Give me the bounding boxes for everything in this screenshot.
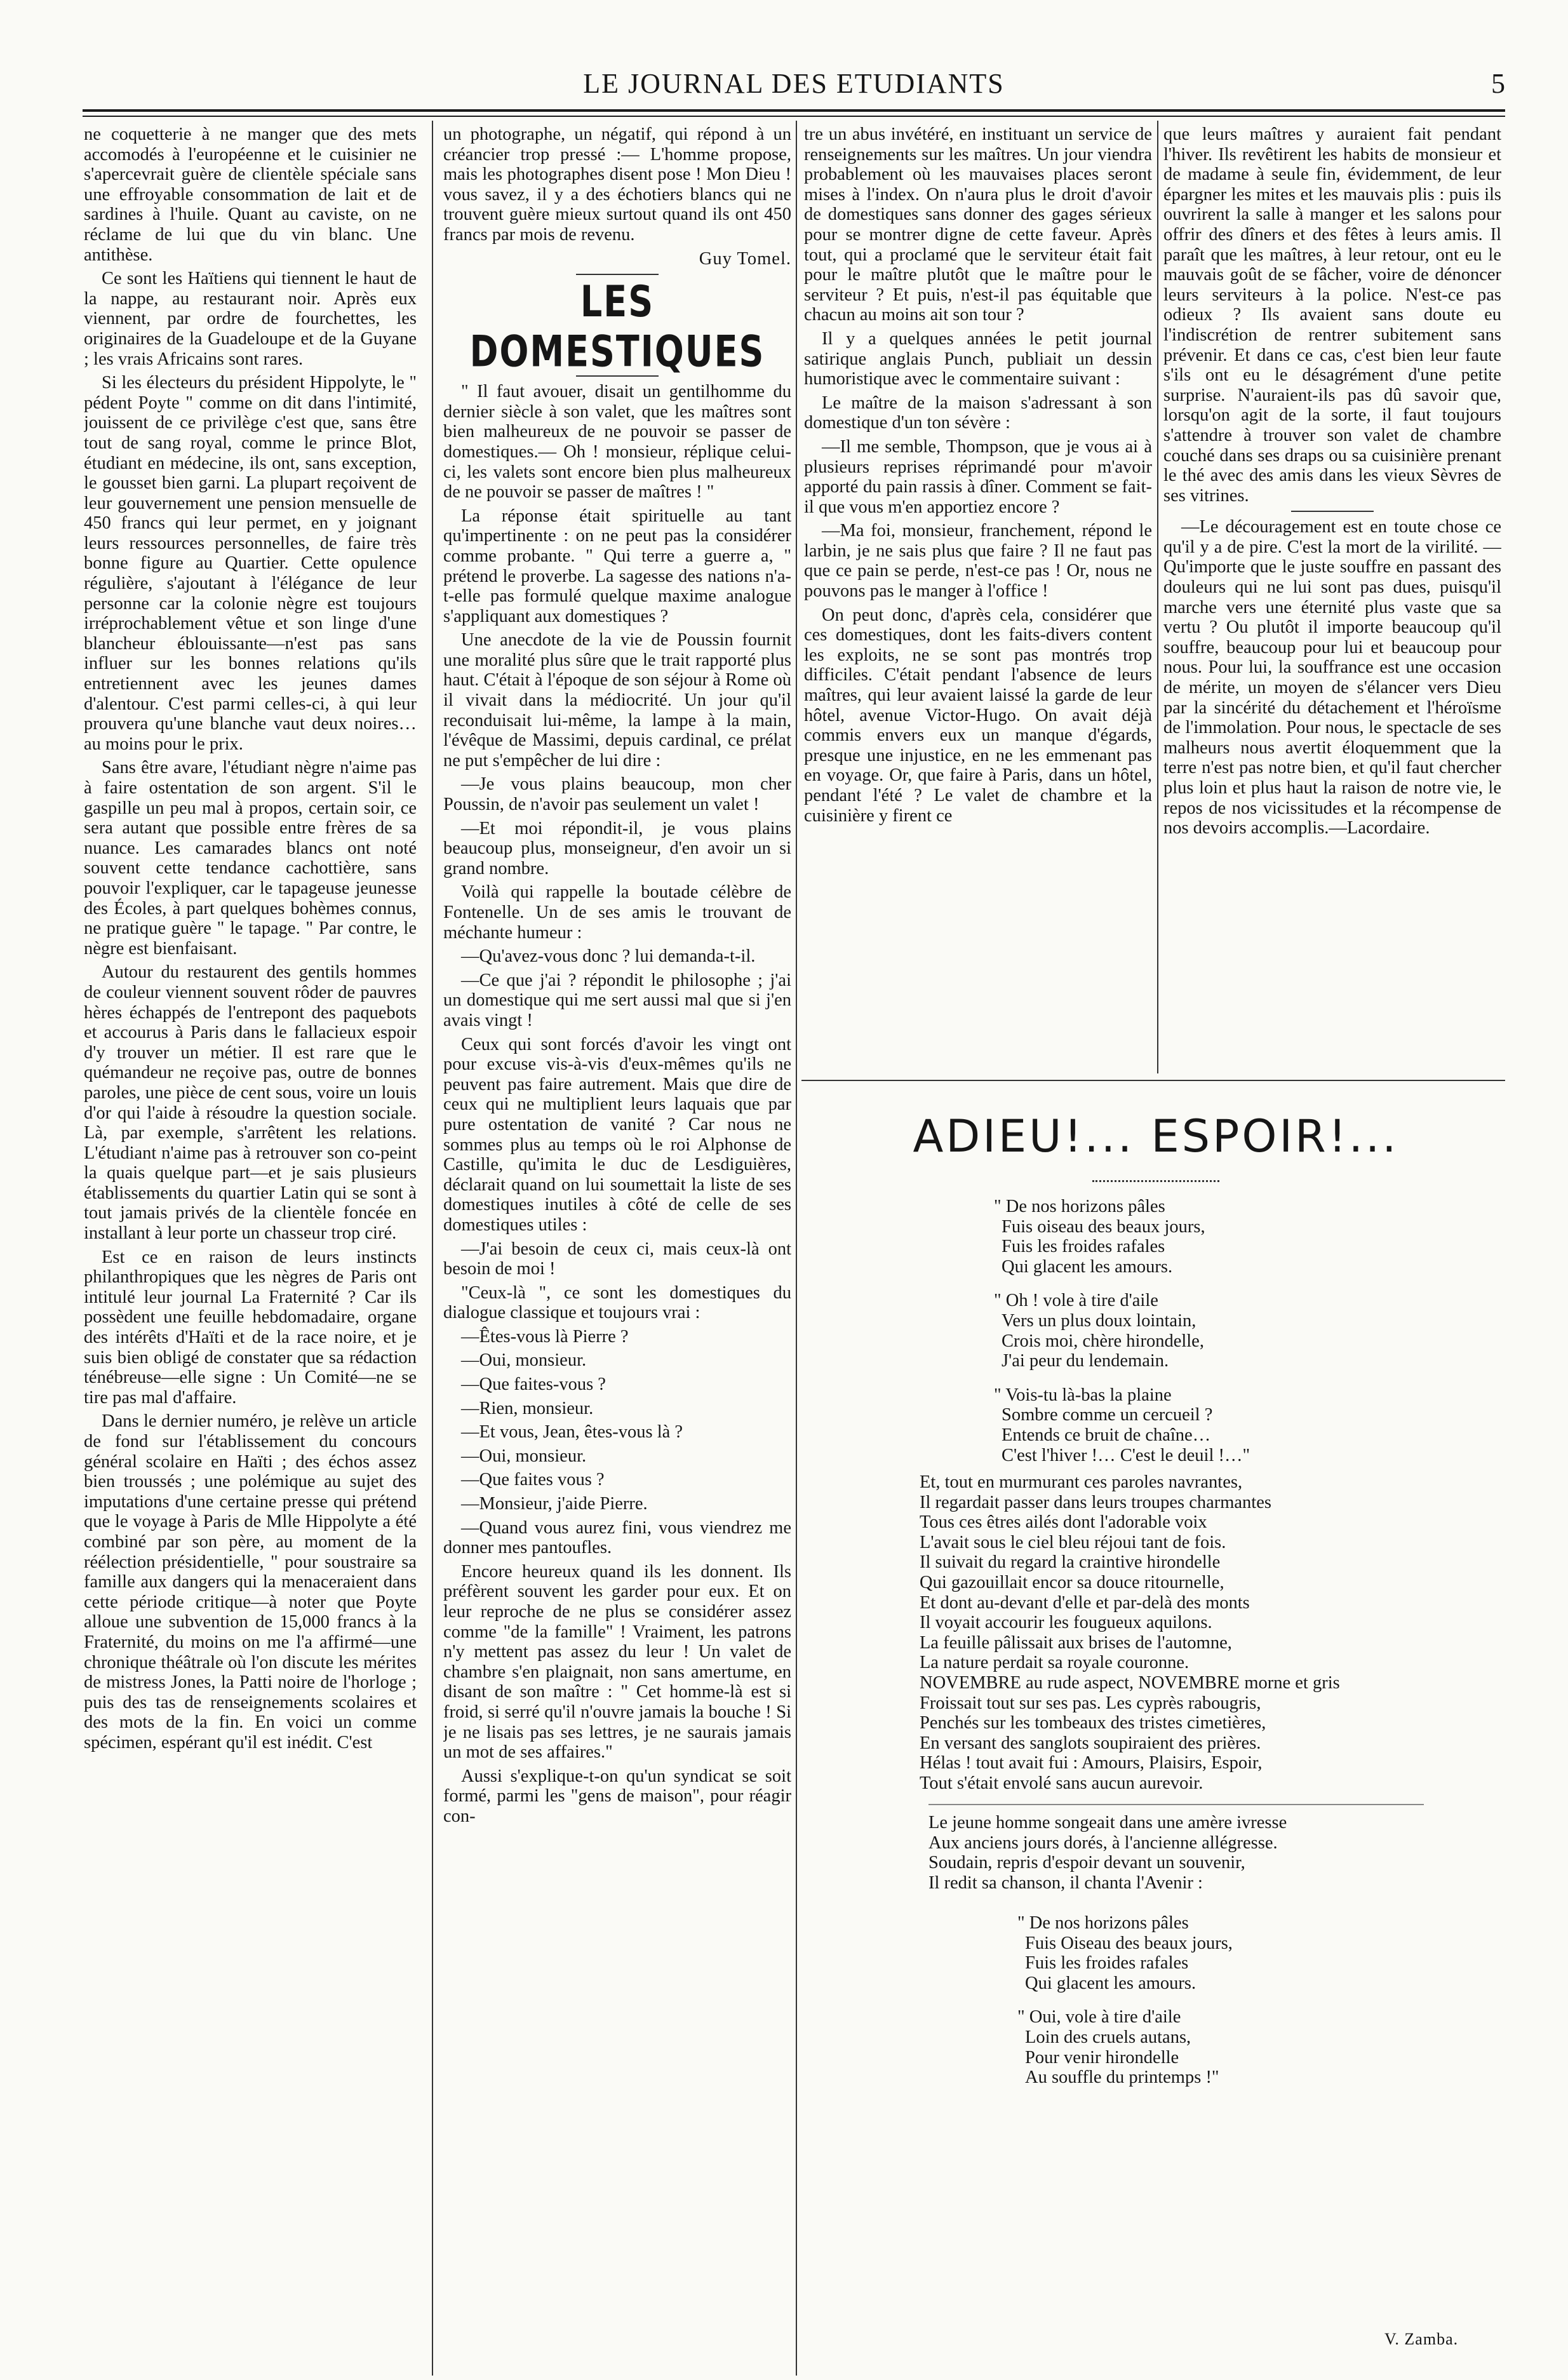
paragraph: Autour du restaurent des gentils hommes de couleur viennent souvent rôder de pauvres hères échappés de l'entrepont des paquebots et accourus à Paris dans le fallacieux espoir d'y trouver un métier. Il est rare que le quémandeur ne reçoive pas, outre de bonnes paroles, une pièce de cent sous, voire un louis d'or qui l'aide à résoudre la question sociale. Là, par exemple, s'arrêtent les relations. L'étudiant n'aime pas à retrouver son co-peint la quais quelque part—et je sais plusieurs établissements du quartier Latin qui se sont à tout jamais privés de la clientèle foncée en installant à leur porte un chasseur trop ciré. [84, 962, 417, 1244]
poem-line: Hélas ! tout avait fui : Amours, Plaisirs, Espoir, [920, 1753, 1263, 1773]
poem-line: " De nos horizons pâles [1017, 1913, 1189, 1933]
paragraph: —Monsieur, j'aide Pierre. [461, 1494, 648, 1514]
paragraph: Ceux qui sont forcés d'avoir les vingt ont pour excuse vis-à-vis d'eux-mêmes qu'ils ne peuvent pas faire autrement. Mais que dire de ceux qui ne multiplient leurs laquais que par pure ostentation de vanité ? Car nous ne sommes plus au temps où le roi Alphonse de Castille, qu'imita le duc de Lesdiguières, déclarait quand on lui soumettait la liste de ses domestiques inutiles à côté de celle de ses domestiques utiles : [443, 1034, 791, 1235]
poem-stanzas-bottom [1017, 1913, 1233, 2088]
paragraph: Voilà qui rappelle la boutade célèbre de Fontenelle. Un de ses amis le trouvant de méchante humeur : [443, 882, 791, 943]
dotted-separator [1092, 1180, 1219, 1182]
header-rule-thin [83, 116, 1505, 117]
paragraph: Si les électeurs du président Hippolyte, le " pédent Poyte " comme on dit dans l'intimité, jouissent de ce privilège c'est que, sans être tout de sang royal, comme le prince Blot, étudiant en médecine, ils ont, sans exception, le gousset bien garni. La plupart reçoivent de leur gouvernement une pension mensuelle de 450 francs qui leur permet, en y joignant leurs ressources personnelles, de faire très bonne figure au Quartier. Cette opulence régulière, s'ajoutant à l'élégance de leur personne car la colonie nègre est toujours irréprochablement vêtue et son linge d'une blancheur éblouissante—n'est pas sans influer sur les bonnes relations qu'ils entretiennent avec les jeunes dames d'alentour. C'est parmi celles-ci, à qui leur prouvera qu'une blanche vaut deux noires… au moins pour le prix. [84, 373, 417, 754]
paragraph: Dans le dernier numéro, je relève un article de fond sur l'établissement du concours général scolaire en Haïti ; des échos assez bien troussés ; une polémique au sujet des imputations d'une certaine presse qui prétend que le voyage à Paris de Mlle Hippolyte a été combiné par son père, au moment de la réélection présidentielle, " pour soustraire sa famille aux dangers qui la menaceraient dans cette période critique—à noter que Poyte alloue une subvention de 15,000 francs à la Fraternité, du moins on me l'a affirmé—une chronique théâtrale où l'on discute les mérites de mistress Jones, la Patti noire de l'horloge ; puis des tas de renseignements scolaires et des mots de la fin. En voici un comme spécimen, espérant qu'il est inédit. C'est [84, 1411, 417, 1752]
paragraph: —Oui, monsieur. [461, 1446, 587, 1466]
paragraph: —Que faites vous ? [461, 1470, 605, 1490]
header-rule-thick [83, 109, 1505, 112]
paragraph: Sans être avare, l'étudiant nègre n'aime pas à faire ostentation de son argent. S'il le gaspille un peu mal à propos, certain soir, ce sera autant que possible entre frères de sa nuance. Les camarades blancs ont noté souvent cette tendance cachottière, sans pouvoir l'expliquer, car le tapageuse jeunesse des Écoles, à part quelques bohèmes connus, ne pratique guère " le tapage. " Par contre, le nègre est bienfaisant. [84, 758, 417, 958]
poem-line: Aux anciens jours dorés, à l'ancienne allégresse. [928, 1832, 1278, 1853]
poem-line: Crois moi, chère hirondelle, [1002, 1331, 1204, 1351]
poem-line: Tous ces êtres ailés dont l'adorable voix [920, 1512, 1207, 1533]
paragraph: —Rien, monsieur. [461, 1398, 594, 1418]
paragraph: " Il faut avouer, disait un gentilhomme du dernier siècle à son valet, que les maîtres sont bien malheureux de ne pouvoir se passer de domestiques.— Oh ! monsieur, réplique celui-ci, les valets sont encore bien plus malheureux de ne pouvoir se passer de maîtres ! " [443, 382, 791, 502]
poem-line: La feuille pâlissait aux brises de l'automne, [920, 1632, 1232, 1653]
poem-line: NOVEMBRE au rude aspect, NOVEMBRE morne et gris [920, 1672, 1340, 1693]
separator-rule [576, 274, 659, 275]
poem-line: Vers un plus doux lointain, [1002, 1310, 1196, 1331]
poem-line: Et dont au-devant d'elle et par-delà des monts [920, 1592, 1250, 1613]
poem-line: Fuis oiseau des beaux jours, [1002, 1216, 1205, 1237]
poem-line: Loin des cruels autans, [1025, 2027, 1191, 2047]
poem-line: Il voyait accourir les fougueux aquilons. [920, 1613, 1212, 1633]
column-divider [1157, 121, 1158, 1073]
paragraph: —Quand vous aurez fini, vous viendrez me donner mes pantoufles. [443, 1517, 791, 1558]
domestiques-title: LES DOMESTIQUES [469, 276, 765, 377]
poem-signature: V. Zamba. [1384, 2330, 1459, 2348]
paragraph: —J'ai besoin de ceux ci, mais ceux-là ont besoin de moi ! [443, 1239, 791, 1279]
poem-line: Il regardait passer dans leurs troupes charmantes [920, 1492, 1271, 1512]
poem-line: C'est l'hiver !… C'est le deuil !…" [1002, 1445, 1250, 1465]
poem-line: J'ai peur du lendemain. [1002, 1351, 1169, 1371]
paragraph: —Je vous plains beaucoup, mon cher Poussin, de n'avoir pas seulement un valet ! [443, 774, 791, 815]
paragraph: Ce sont les Haïtiens qui tiennent le haut de la nappe, au restaurant noir. Après eux viennent, par ordre de fourchettes, les originaires de la Guadeloupe et de la Guyane ; les vrais Africains sont rares. [84, 269, 417, 369]
paragraph: —Ma foi, monsieur, franchement, répond le larbin, je ne sais plus que faire ? Il ne faut pas que ce pain se perde, n'est-ce pas ! Or, nous ne pouvons pas le manger à l'office ! [804, 521, 1152, 602]
paragraph: ne coquetterie à ne manger que des mets accomodés à l'européenne et le cuisinier ne s'apercevrait guère de clientèle spéciale sans une effroyable consommation de lait et de sardines à l'huile. Quant au caviste, on ne réclame de lui que du vin blanc. Une antithèse. [84, 124, 417, 265]
poem-narrative-1 [920, 1472, 1340, 1794]
paragraph: un photographe, un négatif, qui répond à un créancier trop pressé :— L'homme propose, mais les photographes disent pose ! Mon Dieu ! vous savez, il y a des échotiers blancs qui ne trouvent guère mieux surtout quand ils ont 450 francs par mois de revenu. [443, 124, 791, 245]
column-1 [84, 124, 417, 2378]
quote-paragraph: —Le découragement est en toute chose ce qu'il y a de pire. C'est la mort de la virilité. —Qu'importe que le juste souffre en passant des douleurs qui ne lui sont pas dues, puisqu'il marche vers une éternité plus vaste que sa vertu ? Ou plutôt il importe beaucoup qu'il souffre, beaucoup pour lui et beaucoup pour nous. Pour lui, la souffrance est une occasion de mérite, un moyen de s'élancer vers Dieu par la sincérité du détachement et l'héroïsme de l'immolation. Pour nous, le spectacle de ses malheurs nous avertit éloquemment que la terre n'est pas notre bien, et qu'il faut chercher plus loin et plus haut la raison de notre vie, le repos de nos vicissitudes et la récompense de nos devoirs accomplis.—Lacordaire. [1163, 517, 1501, 838]
paragraph: Encore heureux quand ils les donnent. Ils préfèrent souvent les garder pour eux. Et on leur reproche de ne plus se considérer assez comme "de la famille" ! Vraiment, les patrons n'y mettent pas assez du leur ! Un valet de chambre s'en plaignait, non sans amertume, en disant de son maître : " Cet homme-là est si froid, si serré qu'il n'ouvre jamais la bouche ! Si je ne lisais pas ses lettres, je ne saurais jamais un mot de ses affaires." [443, 1561, 791, 1763]
poem-line: Qui gazouillait encor sa douce ritournelle, [920, 1572, 1224, 1592]
paragraph: Est ce en raison de leurs instincts philanthropiques que les nègres de Paris ont intitulé leur journal La Fraternité ? Car ils possèdent une feuille hebdomadaire, organe des intérêts d'Haïti et de la race noire, et je suis bien obligé de constater que sa rédaction ténébreuse—elle signe : Un Comité—ne se tire pas mal d'affaire. [84, 1247, 417, 1408]
poem-line: Entends ce bruit de chaîne… [1002, 1425, 1211, 1445]
paragraph: La réponse était spirituelle au tant qu'impertinente : on ne peut pas la considérer comme probante. " Qui terre a guerre a, " prétend le proverbe. La sagesse des nations n'a-t-elle pas formulé quelque maxime analogue s'appliquant aux domestiques ? [443, 506, 791, 626]
poem-line: L'avait sous le ciel bleu réjoui tant de fois. [920, 1532, 1226, 1552]
poem-line: Il redit sa chanson, il chanta l'Avenir : [928, 1872, 1203, 1893]
poem-line: Au souffle du printemps !" [1025, 2067, 1219, 2088]
poem-line: Penchés sur les tombeaux des tristes cimetières, [920, 1713, 1266, 1733]
poem-narrative-2 [928, 1813, 1287, 1893]
paragraph: "Ceux-là ", ce sont les domestiques du dialogue classique et toujours vrai : [443, 1282, 791, 1323]
poem-line: Fuis les froides rafales [1025, 1953, 1189, 1973]
paragraph: Aussi s'explique-t-on qu'un syndicat se soit formé, parmi les "gens de maison", pour réagir con- [443, 1766, 791, 1826]
column-divider [796, 121, 797, 2376]
poem-line: " Vois-tu là-bas la plaine [994, 1385, 1172, 1405]
column-3 [804, 124, 1152, 1192]
ornamental-rule [1291, 511, 1374, 512]
paragraph: On peut donc, d'après cela, considérer que ces domestiques, dont les faits-divers content les exploits, ne se sont pas montrés trop difficiles. C'était pendant l'absence de leurs maîtres, qui leur avaient laissé la garde de leur hôtel, avenue Victor-Hugo. On avait déjà commis envers eux un manque d'égards, presque une injustice, en ne les emmenant pas en voyage. Or, que faire à Paris, dans un hôtel, pendant l'été ? Le valet de chambre et la cuisinière y firent ce [804, 605, 1152, 826]
paragraph: —Qu'avez-vous donc ? lui demanda-t-il. [461, 946, 756, 967]
poem-line: Fuis les froides rafales [1002, 1237, 1165, 1257]
poem-line: Et, tout en murmurant ces paroles navrantes, [920, 1472, 1243, 1492]
poem-line: En versant des sanglots soupiraient des prières. [920, 1733, 1261, 1753]
paragraph: Le maître de la maison s'adressant à son domestique d'un ton sévère : [804, 393, 1152, 433]
paragraph: Une anecdote de la vie de Poussin fournit une moralité plus sûre que le trait rapporté plus haut. C'était à l'époque de son séjour à Rome où il vivait dans la médiocrité. Un jour qu'il reconduisait lui-même, la lampe à la main, l'évêque de Massimi, depuis cardinal, ce prélat ne put s'empêcher de lui dire : [443, 630, 791, 770]
poem-line: Pour venir hirondelle [1025, 2047, 1179, 2067]
poem-line: Le jeune homme songeait dans une amère ivresse [928, 1813, 1287, 1832]
author-signature: Guy Tomel. [699, 248, 791, 269]
poem-line: " Oh ! vole à tire d'aile [994, 1291, 1158, 1311]
poem-line: Sombre comme un cercueil ? [1002, 1405, 1213, 1425]
paragraph: —Êtes-vous là Pierre ? [461, 1326, 629, 1347]
poem-line: Tout s'était envolé sans aucun aurevoir. [920, 1773, 1203, 1793]
poem-line: " De nos horizons pâles [994, 1197, 1165, 1216]
poem-separator [928, 1804, 1424, 1805]
poem-line: Froissait tout sur ses pas. Les cyprès rabougris, [920, 1693, 1261, 1713]
paragraph: —Et moi répondit-il, je vous plains beaucoup plus, monseigneur, d'en avoir un si grand nombre. [443, 818, 791, 878]
article-heading [443, 276, 791, 377]
paragraph: tre un abus invétéré, en instituant un service de renseignements sur les maîtres. Un jour viendra probablement où les mauvaises places seront mises à l'index. On n'aura plus le droit d'avoir de domestiques sans donner des gages sérieux pour se montrer digne de cette faveur. Après tout, qui a proclamé que le serviteur était fait pour le maître plutôt que le maître pour le serviteur ? Et puis, n'est-il pas équitable que chacun au moins ait son tour ? [804, 124, 1152, 325]
page-header [83, 62, 1505, 107]
poem-line: La nature perdait sa royale couronne. [920, 1653, 1189, 1673]
poem-title: ADIEU!... ESPOIR!... [913, 1110, 1399, 1162]
poem-stanzas-top [994, 1197, 1250, 1465]
paragraph: que leurs maîtres y auraient fait pendant l'hiver. Ils revêtirent les habits de monsieur et de madame à seule fin, évidemment, de leur épargner les mites et les mauvais plis : puis ils ouvrirent la salle à manger et les salons pour offrir des dîners et des fêtes à leurs amis. Il paraît que les maîtres, à leur retour, ont eu le mauvais goût de se fâcher, voire de dénoncer leurs serviteurs à la police. N'est-ce pas odieux ? Ils avaient sans doute eu l'indiscrétion de rentrer subitement sans prévenir. Et dans ce cas, c'est bien leur faute s'ils ont eu le désagrément d'une petite surprise. N'auraient-ils pas dû savoir que, lorsqu'on agit de la sorte, il faut toujours s'attendre à trouver son valet de chambre couché dans ses draps ou sa cuisinière prenant le thé avec des amis dans les vieux Sèvres de ses vitrines. [1163, 124, 1501, 506]
paragraph: Il y a quelques années le petit journal satirique anglais Punch, publiait un dessin humoristique avec le commentaire suivant : [804, 328, 1152, 389]
poem-line: Il suivait du regard la craintive hirondelle [920, 1552, 1221, 1573]
column-4 [1163, 124, 1501, 1192]
page-number: 5 [1491, 68, 1505, 99]
newspaper-title: LE JOURNAL DES ETUDIANTS [583, 68, 1005, 99]
poem-line: Qui glacent les amours. [1002, 1256, 1173, 1277]
column-2 [443, 124, 791, 2378]
column-divider [432, 121, 433, 2376]
poem-line: Soudain, repris d'espoir devant un souvenir, [928, 1853, 1245, 1873]
paragraph: —Et vous, Jean, êtes-vous là ? [461, 1422, 683, 1442]
poem-line: Fuis Oiseau des beaux jours, [1025, 1933, 1233, 1953]
paragraph: —Il me semble, Thompson, que je vous ai à plusieurs reprises réprimandé pour m'avoir apporté du pain rassis à dîner. Comment se fait-il que vous m'en apportiez encore ? [804, 436, 1152, 517]
poem-line: Qui glacent les amours. [1025, 1973, 1196, 1993]
paragraph: —Oui, monsieur. [461, 1350, 587, 1371]
poem-line: " Oui, vole à tire d'aile [1017, 2007, 1181, 2027]
paragraph: —Que faites-vous ? [461, 1375, 606, 1395]
paragraph: —Ce que j'ai ? répondit le philosophe ; j'ai un domestique qui me sert aussi mal que si j'en avais vingt ! [443, 970, 791, 1030]
